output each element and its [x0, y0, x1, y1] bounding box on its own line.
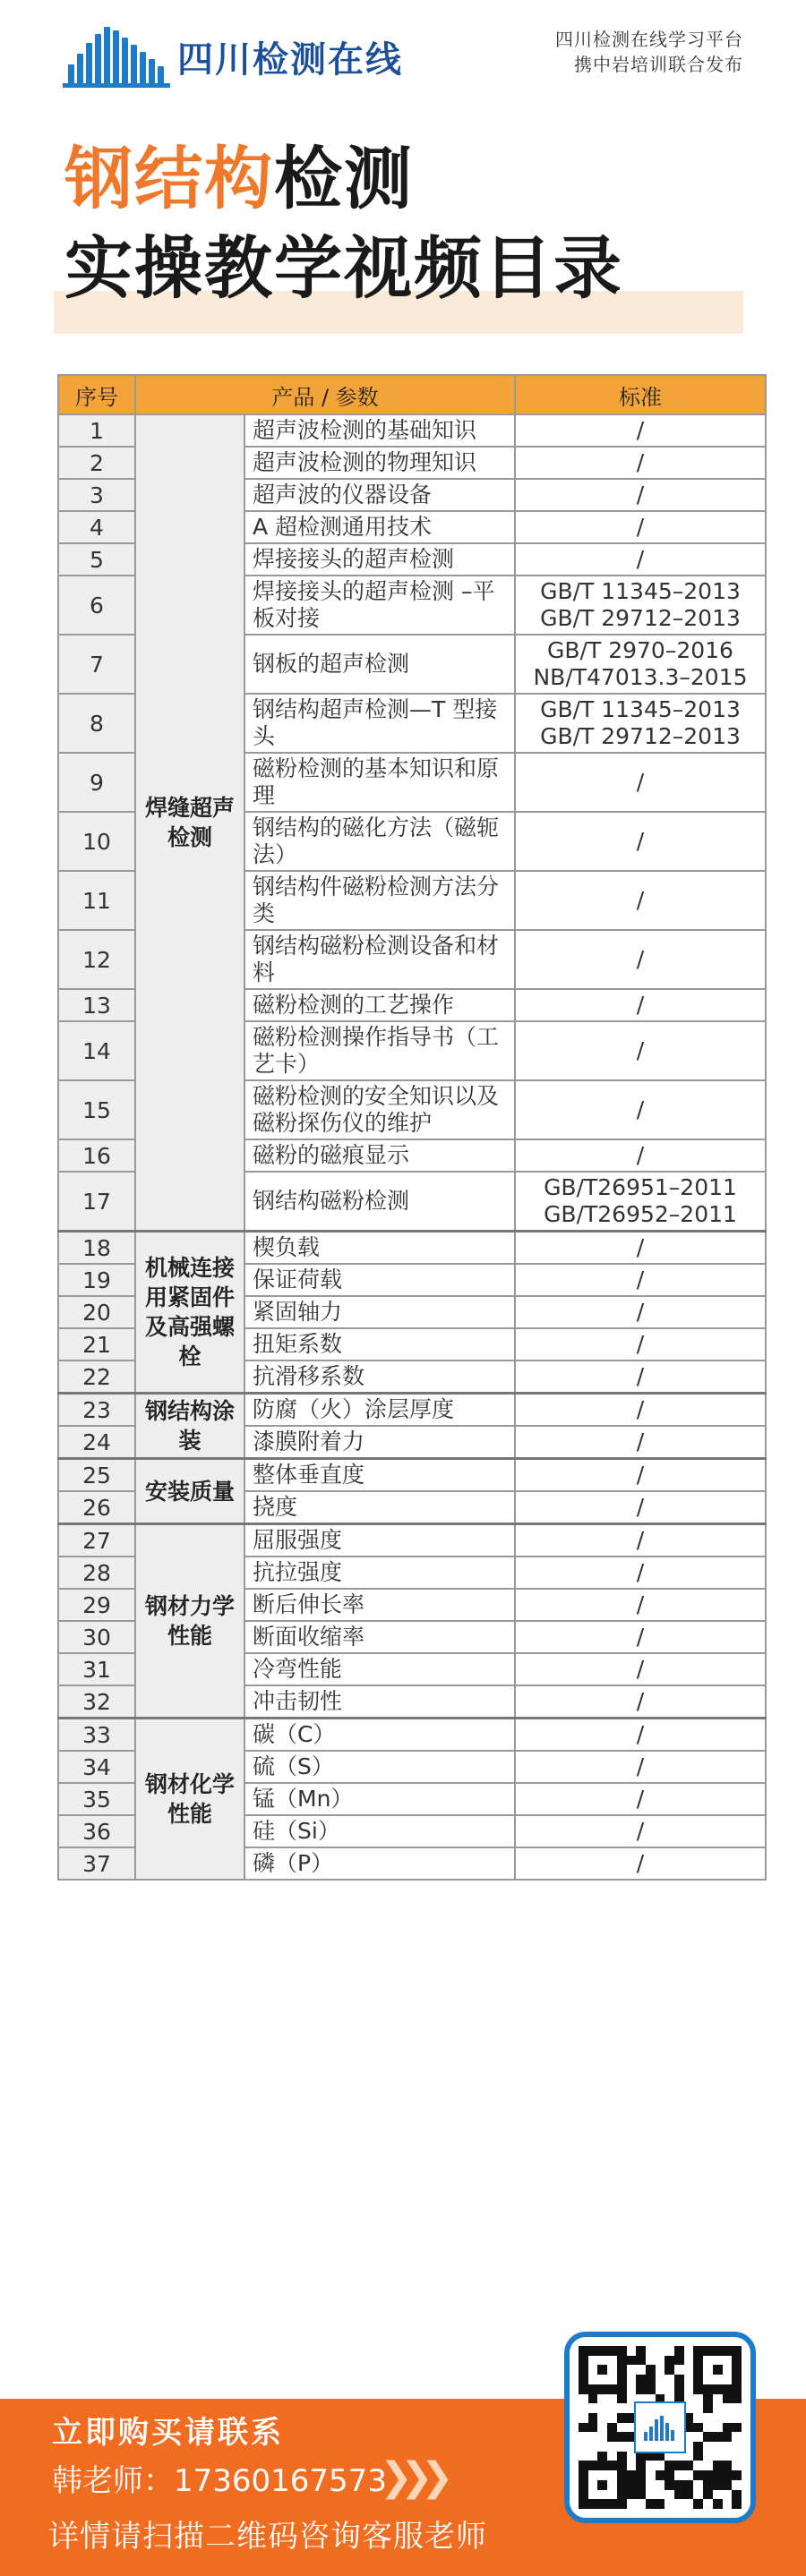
item-standard: / [515, 1815, 766, 1847]
item-standard: / [515, 1685, 766, 1719]
header-no: 序号 [58, 375, 135, 414]
header-product: 产品 / 参数 [135, 375, 515, 414]
row-number: 1 [58, 414, 135, 447]
item-standard: / [515, 989, 766, 1021]
row-number: 12 [58, 930, 135, 989]
row-number: 35 [58, 1783, 135, 1815]
item-name: 硫（S） [244, 1751, 515, 1783]
row-number: 2 [58, 447, 135, 479]
item-name: 防腐（火）涂层厚度 [244, 1394, 515, 1427]
item-name: 漆膜附着力 [244, 1426, 515, 1459]
item-name: 钢结构超声检测—T 型接头 [244, 694, 515, 753]
item-name: 磁粉检测的工艺操作 [244, 989, 515, 1021]
item-standard: / [515, 1328, 766, 1361]
header-standard: 标准 [515, 375, 766, 414]
page-title [64, 134, 623, 313]
item-name: 钢结构件磁粉检测方法分类 [244, 871, 515, 930]
item-standard: / [515, 1589, 766, 1621]
item-name: 硅（Si） [244, 1815, 515, 1847]
item-standard: / [515, 1296, 766, 1328]
row-number: 27 [58, 1524, 135, 1557]
table-row [58, 1394, 766, 1427]
item-standard: / [515, 543, 766, 576]
item-standard: / [515, 1080, 766, 1139]
item-standard: / [515, 1459, 766, 1492]
item-name: 焊接接头的超声检测 [244, 543, 515, 576]
item-name: 断后伸长率 [244, 1589, 515, 1621]
row-number: 7 [58, 635, 135, 694]
item-name: 紧固轴力 [244, 1296, 515, 1328]
row-number: 28 [58, 1557, 135, 1589]
arrows-icon: ❯❯❯ [380, 2454, 442, 2500]
item-standard: / [515, 1751, 766, 1783]
tagline-line-2: 携中岩培训联合发布 [574, 54, 743, 75]
category-cell: 钢材力学性能 [135, 1524, 244, 1719]
row-number: 9 [58, 753, 135, 812]
row-number: 25 [58, 1459, 135, 1492]
row-number: 16 [58, 1139, 135, 1172]
item-name: 冷弯性能 [244, 1653, 515, 1685]
row-number: 24 [58, 1426, 135, 1459]
item-name: 屈服强度 [244, 1524, 515, 1557]
category-cell: 钢结构涂装 [135, 1394, 244, 1459]
table-header-row [58, 375, 766, 414]
item-standard: / [515, 1719, 766, 1752]
row-number: 22 [58, 1361, 135, 1394]
table-body [58, 414, 766, 1880]
item-name: 冲击韧性 [244, 1685, 515, 1719]
item-name: 碳（C） [244, 1719, 515, 1752]
row-number: 6 [58, 576, 135, 635]
table-row [58, 1459, 766, 1492]
category-cell: 机械连接用紧固件及高强螺栓 [135, 1232, 244, 1394]
row-number: 33 [58, 1719, 135, 1752]
item-name: 磁粉检测操作指导书（工艺卡） [244, 1021, 515, 1080]
qr-logo-icon [634, 2401, 686, 2453]
item-standard: / [515, 930, 766, 989]
item-standard: / [515, 511, 766, 543]
item-standard: / [515, 1394, 766, 1427]
category-cell: 钢材化学性能 [135, 1719, 244, 1881]
catalog-table [57, 374, 767, 1881]
tagline-line-1: 四川检测在线学习平台 [555, 29, 743, 50]
item-standard: GB/T 2970–2016 NB/T47013.3–2015 [515, 635, 766, 694]
row-number: 4 [58, 511, 135, 543]
item-standard: / [515, 1524, 766, 1557]
item-name: 楔负载 [244, 1232, 515, 1265]
contact-phone: 韩老师：17360167573 [52, 2463, 387, 2499]
row-number: 5 [58, 543, 135, 576]
item-standard: / [515, 414, 766, 447]
item-standard: / [515, 1232, 766, 1265]
row-number: 18 [58, 1232, 135, 1265]
item-name: 挠度 [244, 1491, 515, 1524]
scan-qr-text: 详情请扫描二维码咨询客服老师 [48, 2519, 487, 2555]
title-highlight: 钢结构 [64, 139, 274, 218]
row-number: 17 [58, 1172, 135, 1232]
logo-text: 四川检测在线 [177, 38, 403, 81]
item-name: 扭矩系数 [244, 1328, 515, 1361]
item-standard: / [515, 1021, 766, 1080]
row-number: 10 [58, 812, 135, 871]
item-name: 抗拉强度 [244, 1557, 515, 1589]
row-number: 20 [58, 1296, 135, 1328]
row-number: 29 [58, 1589, 135, 1621]
item-standard: / [515, 871, 766, 930]
item-name: 磁粉检测的安全知识以及磁粉探伤仪的维护 [244, 1080, 515, 1139]
table-row [58, 414, 766, 447]
item-standard: GB/T 11345–2013 GB/T 29712–2013 [515, 576, 766, 635]
logo-building-icon [63, 25, 170, 88]
item-standard: / [515, 753, 766, 812]
brand-logo [63, 25, 403, 88]
item-name: 钢结构磁粉检测设备和材料 [244, 930, 515, 989]
item-name: 钢结构的磁化方法（磁轭法） [244, 812, 515, 871]
item-standard: / [515, 1557, 766, 1589]
item-name: 整体垂直度 [244, 1459, 515, 1492]
item-name: 超声波检测的物理知识 [244, 447, 515, 479]
item-name: 超声波的仪器设备 [244, 479, 515, 511]
item-standard: / [515, 1491, 766, 1524]
row-number: 8 [58, 694, 135, 753]
item-standard: / [515, 1653, 766, 1685]
row-number: 36 [58, 1815, 135, 1847]
table-row [58, 1524, 766, 1557]
row-number: 11 [58, 871, 135, 930]
item-name: 锰（Mn） [244, 1783, 515, 1815]
item-name: 断面收缩率 [244, 1621, 515, 1653]
row-number: 23 [58, 1394, 135, 1427]
row-number: 14 [58, 1021, 135, 1080]
category-cell: 焊缝超声检测 [135, 414, 244, 1232]
row-number: 37 [58, 1847, 135, 1880]
item-standard: / [515, 447, 766, 479]
item-standard: / [515, 1426, 766, 1459]
item-standard: / [515, 1783, 766, 1815]
item-name: 磁粉的磁痕显示 [244, 1139, 515, 1172]
item-name: 钢结构磁粉检测 [244, 1172, 515, 1232]
item-standard: / [515, 1139, 766, 1172]
row-number: 15 [58, 1080, 135, 1139]
item-name: 钢板的超声检测 [244, 635, 515, 694]
buy-heading: 立即购买请联系 [52, 2415, 284, 2451]
item-name: 超声波检测的基础知识 [244, 414, 515, 447]
row-number: 34 [58, 1751, 135, 1783]
item-name: A 超检测通用技术 [244, 511, 515, 543]
item-standard: / [515, 479, 766, 511]
item-standard: GB/T26951–2011 GB/T26952–2011 [515, 1172, 766, 1232]
title-line1-rest: 检测 [274, 139, 414, 218]
qr-code[interactable] [564, 2332, 756, 2523]
table-row [58, 1719, 766, 1752]
item-name: 磁粉检测的基本知识和原理 [244, 753, 515, 812]
item-standard: / [515, 1847, 766, 1880]
item-name: 抗滑移系数 [244, 1361, 515, 1394]
item-standard: GB/T 11345–2013 GB/T 29712–2013 [515, 694, 766, 753]
item-standard: / [515, 1621, 766, 1653]
item-standard: / [515, 1361, 766, 1394]
category-cell: 安装质量 [135, 1459, 244, 1524]
row-number: 21 [58, 1328, 135, 1361]
row-number: 13 [58, 989, 135, 1021]
table-row [58, 1232, 766, 1265]
row-number: 30 [58, 1621, 135, 1653]
item-name: 磷（P） [244, 1847, 515, 1880]
item-name: 保证荷载 [244, 1264, 515, 1296]
item-standard: / [515, 1264, 766, 1296]
row-number: 32 [58, 1685, 135, 1719]
item-name: 焊接接头的超声检测 –平板对接 [244, 576, 515, 635]
header-tagline [555, 27, 743, 77]
row-number: 3 [58, 479, 135, 511]
row-number: 26 [58, 1491, 135, 1524]
row-number: 31 [58, 1653, 135, 1685]
title-line2: 实操教学视频目录 [64, 228, 623, 308]
item-standard: / [515, 812, 766, 871]
row-number: 19 [58, 1264, 135, 1296]
